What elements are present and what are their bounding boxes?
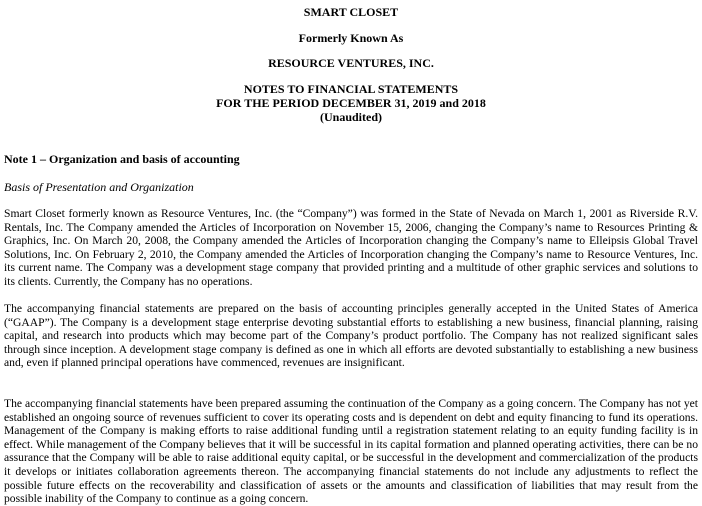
formerly-known-as: Formerly Known As [298,31,404,45]
document-title-line-3: (Unaudited) [319,110,382,124]
company-name: SMART CLOSET [303,5,399,19]
former-company-name: RESOURCE VENTURES, INC. [268,56,434,70]
paragraph-accounting-basis: The accompanying financial statements are prepared on the basis of accounting principles generally accepted in the United States of America (“GAAP”). The Company is a development stage enterprise devoting substantial efforts to establishing a new business, financial planning, raising capital, and research into products which may become part of the Company’s product portfolio. The Company has not realized significant sales through since inception. A development stage company is defined as one in which all efforts are devoted substantially to establishing a new business and, even if planned principal operations have commenced, revenues are insignificant. [4,302,698,370]
note-1-heading: Note 1 – Organization and basis of accounting [4,152,240,166]
document-title-line-2: FOR THE PERIOD DECEMBER 31, 2019 and 2018 [216,96,486,110]
document-title-line-1: NOTES TO FINANCIAL STATEMENTS [243,82,459,96]
paragraph-going-concern: The accompanying financial statements have been prepared assuming the continuation of the Company as a going concern. The Company has not yet established an ongoing source of revenues sufficient to cover its operating costs and is dependent on debt and equity financing to fund its operations. Management of the Company is making efforts to raise additional funding until a registration statement relating to an equity funding facility is in effect. While management of the Company believes that it will be successful in its capital formation and planned operating activities, there can be no assurance that the Company will be able to raise additional equity capital, or be successful in the development and commercialization of the products it develops or initiates collaboration agreements thereon. The accompanying financial statements do not include any adjustments to reflect the possible future effects on the recoverability and classification of assets or the amounts and classification of liabilities that may result from the possible inability of the Company to continue as a going concern. [4,397,698,506]
paragraph-organization-history: Smart Closet formerly known as Resource Ventures, Inc. (the “Company”) was formed in the State of Nevada on March 1, 2001 as Riverside R.V. Rentals, Inc. The Company amended the Articles of Incorporation on November 15, 2006, changing the Company’s name to Resources Printing & Graphics, Inc. On March 20, 2008, the Company amended the Articles of Incorporation changing the Company’s name to Elleipsis Global Travel Solutions, Inc. On February 2, 2010, the Company amended the Articles of Incorporation changing the Company’s name to Resource Ventures, Inc. its current name. The Company was a development stage company that provided printing and a multitude of other graphic services and solutions to its clients. Currently, the Company has no operations. [4,207,698,288]
note-1-subheading: Basis of Presentation and Organization [4,180,194,194]
